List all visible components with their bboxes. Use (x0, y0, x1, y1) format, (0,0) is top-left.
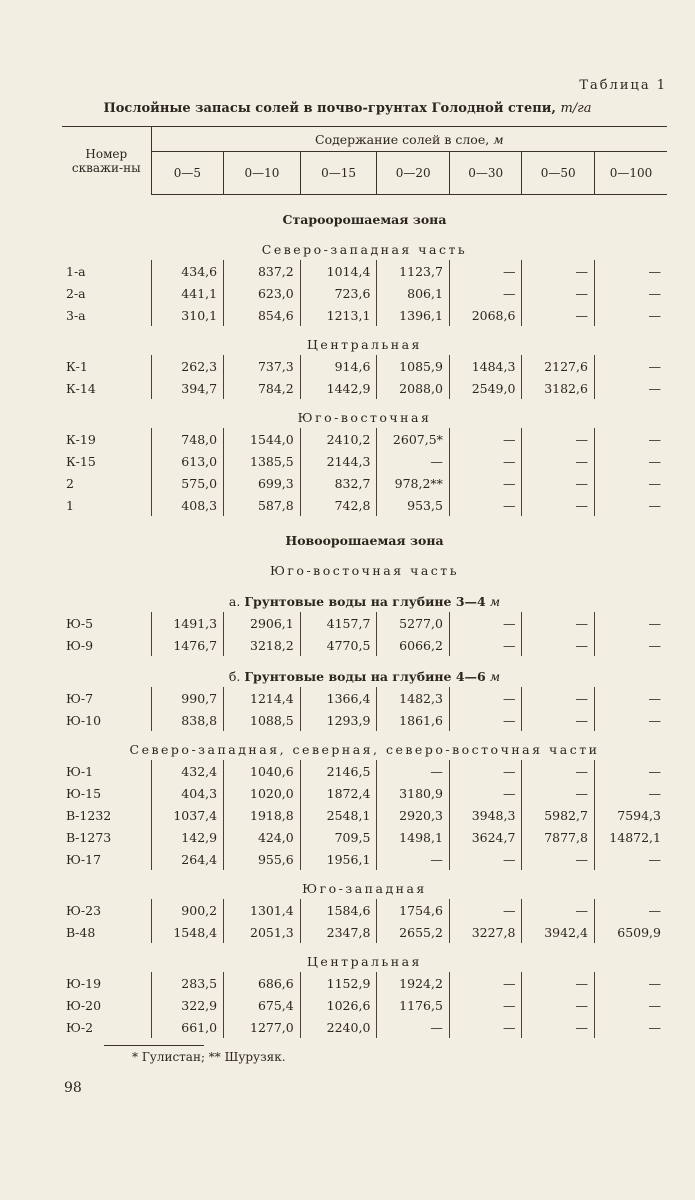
salt-value-cell: 2088,0 (377, 377, 450, 399)
salt-value-cell: — (449, 494, 522, 516)
subzone-heading-row (62, 231, 667, 260)
table-row (62, 282, 667, 304)
salt-value-cell: — (594, 709, 667, 731)
table-row (62, 899, 667, 921)
well-number-cell: Ю-7 (66, 690, 94, 706)
salt-value-cell: 322,9 (151, 994, 224, 1016)
salt-value-cell: — (594, 994, 667, 1016)
salt-value-cell: 1544,0 (224, 428, 301, 450)
groundwater-heading (62, 581, 667, 612)
zone-heading-row (62, 516, 667, 552)
salt-value-cell: 1861,6 (377, 709, 450, 731)
salt-value-cell: 623,0 (224, 282, 301, 304)
salt-value-cell: 2144,3 (300, 450, 377, 472)
subzone-heading-row (62, 731, 667, 760)
salt-value-cell: 900,2 (151, 899, 224, 921)
salt-value-cell: 2655,2 (377, 921, 450, 943)
salt-value-cell: — (522, 1016, 595, 1038)
salt-reserves-table (62, 126, 667, 1038)
table-row (62, 921, 667, 943)
salt-value-cell: — (449, 260, 522, 282)
well-number-cell: Ю-9 (66, 637, 94, 653)
salt-value-cell: 7877,8 (522, 826, 595, 848)
salt-value-cell: — (594, 612, 667, 634)
subzone-heading: Юго-восточная (297, 410, 432, 425)
salt-value-cell: 748,0 (151, 428, 224, 450)
salt-value-cell: 3942,4 (522, 921, 595, 943)
salt-value-cell: 3948,3 (449, 804, 522, 826)
salt-value-cell: — (377, 1016, 450, 1038)
salt-value-cell: 3227,8 (449, 921, 522, 943)
well-number-cell: К-14 (66, 380, 96, 396)
table-row (62, 494, 667, 516)
salt-value-cell: 1754,6 (377, 899, 450, 921)
salt-value-cell: 1385,5 (224, 450, 301, 472)
table-row (62, 428, 667, 450)
salt-value-cell: — (449, 709, 522, 731)
salt-value-cell: 441,1 (151, 282, 224, 304)
salt-value-cell: 2410,2 (300, 428, 377, 450)
well-number-cell: Ю-20 (66, 997, 102, 1013)
salt-value-cell: 723,6 (300, 282, 377, 304)
well-number-cell: Ю-19 (66, 975, 102, 991)
subzone-heading-row (62, 870, 667, 899)
table-row (62, 304, 667, 326)
salt-value-cell: 709,5 (300, 826, 377, 848)
salt-value-cell: 2549,0 (449, 377, 522, 399)
salt-value-cell: 3182,6 (522, 377, 595, 399)
salt-value-cell: 2051,3 (224, 921, 301, 943)
salt-value-cell: 1476,7 (151, 634, 224, 656)
salt-value-cell: — (449, 848, 522, 870)
salt-value-cell: 978,2** (377, 472, 450, 494)
salt-value-cell: — (594, 687, 667, 709)
groundwater-heading-row (62, 581, 667, 612)
salt-value-cell: — (377, 450, 450, 472)
well-number-cell: Ю-17 (66, 851, 102, 867)
salt-value-cell: 3624,7 (449, 826, 522, 848)
salt-value-cell: 5277,0 (377, 612, 450, 634)
salt-value-cell: 1396,1 (377, 304, 450, 326)
groundwater-heading (62, 656, 667, 687)
groundwater-heading-prefix: б. (228, 669, 241, 684)
salt-value-cell: 854,6 (224, 304, 301, 326)
well-number-cell: К-15 (66, 453, 96, 469)
salt-value-cell: — (594, 972, 667, 994)
salt-value-cell: — (449, 687, 522, 709)
well-number-cell: 2 (66, 475, 74, 491)
layer-header: 0—30 (449, 152, 522, 195)
salt-value-cell: 742,8 (300, 494, 377, 516)
table-row (62, 826, 667, 848)
salt-value-cell: — (377, 848, 450, 870)
content-group-text: Содержание солей в слое, (315, 131, 490, 147)
salt-value-cell: 784,2 (224, 377, 301, 399)
salt-value-cell: 2607,5* (377, 428, 450, 450)
footnote-rule (104, 1045, 204, 1046)
salt-value-cell: 3180,9 (377, 782, 450, 804)
well-number-cell: Ю-23 (66, 902, 102, 918)
table-body (62, 195, 667, 1039)
salt-value-cell: — (522, 782, 595, 804)
layer-header: 0—50 (522, 152, 595, 195)
salt-value-cell: — (594, 260, 667, 282)
salt-value-cell: — (594, 760, 667, 782)
salt-value-cell: — (594, 355, 667, 377)
well-number-cell: 2-а (66, 285, 86, 301)
salt-value-cell: 1176,5 (377, 994, 450, 1016)
salt-value-cell: 142,9 (151, 826, 224, 848)
salt-value-cell: 1924,2 (377, 972, 450, 994)
salt-value-cell: — (449, 899, 522, 921)
well-number-cell: Ю-1 (66, 763, 94, 779)
salt-value-cell: — (522, 282, 595, 304)
groundwater-heading-unit: м (489, 669, 501, 684)
salt-value-cell: 2906,1 (224, 612, 301, 634)
subzone-heading-row (62, 399, 667, 428)
table-row (62, 782, 667, 804)
salt-value-cell: 675,4 (224, 994, 301, 1016)
salt-value-cell: 837,2 (224, 260, 301, 282)
salt-value-cell: 2347,8 (300, 921, 377, 943)
salt-value-cell: 953,5 (377, 494, 450, 516)
well-number-header: Номер скважи-ны (62, 127, 151, 195)
subzone-heading: Северо-западная часть (261, 242, 468, 257)
well-number-cell: 3-а (66, 307, 86, 323)
well-number-cell: Ю-5 (66, 615, 94, 631)
salt-value-cell: 5982,7 (522, 804, 595, 826)
well-number-cell: К-1 (66, 358, 88, 374)
salt-value-cell: 1213,1 (300, 304, 377, 326)
well-number-cell: Ю-10 (66, 712, 102, 728)
well-number-cell: Ю-15 (66, 785, 102, 801)
table-row (62, 377, 667, 399)
salt-value-cell: — (449, 760, 522, 782)
table-row (62, 760, 667, 782)
table-title (40, 101, 655, 116)
table-title-unit: т/га (560, 101, 592, 116)
salt-value-cell: 1366,4 (300, 687, 377, 709)
salt-value-cell: — (449, 450, 522, 472)
layer-header: 0—5 (151, 152, 224, 195)
salt-value-cell: 408,3 (151, 494, 224, 516)
salt-value-cell: — (522, 899, 595, 921)
groundwater-heading-unit: м (489, 594, 501, 609)
salt-value-cell: 1014,4 (300, 260, 377, 282)
salt-value-cell: 4770,5 (300, 634, 377, 656)
table-row (62, 472, 667, 494)
salt-value-cell: 1301,4 (224, 899, 301, 921)
salt-value-cell: 283,5 (151, 972, 224, 994)
salt-value-cell: — (522, 450, 595, 472)
salt-value-cell: 1548,4 (151, 921, 224, 943)
salt-value-cell: — (522, 994, 595, 1016)
subzone-heading: Юго-западная (302, 881, 427, 896)
salt-value-cell: — (522, 972, 595, 994)
salt-value-cell: — (449, 994, 522, 1016)
table-row (62, 1016, 667, 1038)
salt-value-cell: 1277,0 (224, 1016, 301, 1038)
table-row (62, 260, 667, 282)
zone-heading: Новоорошаемая зона (285, 533, 444, 548)
salt-value-cell: — (594, 377, 667, 399)
table-number: Таблица 1 (579, 78, 667, 93)
groundwater-heading-prefix: а. (228, 594, 241, 609)
salt-value-cell: — (522, 494, 595, 516)
salt-value-cell: 14872,1 (594, 826, 667, 848)
salt-value-cell: 587,8 (224, 494, 301, 516)
salt-value-cell: 394,7 (151, 377, 224, 399)
groundwater-heading-text: Грунтовые воды на глубине 3—4 (244, 594, 486, 609)
well-number-cell: К-19 (66, 431, 96, 447)
well-number-cell: 1 (66, 497, 74, 513)
salt-value-cell: 686,6 (224, 972, 301, 994)
salt-value-cell: — (449, 634, 522, 656)
layer-header: 0—10 (224, 152, 301, 195)
salt-value-cell: — (522, 634, 595, 656)
subzone-heading-row (62, 326, 667, 355)
layer-header: 0—100 (594, 152, 667, 195)
salt-value-cell: — (449, 472, 522, 494)
subzone-heading: Центральная (307, 337, 422, 352)
salt-value-cell: — (522, 709, 595, 731)
salt-value-cell: 737,3 (224, 355, 301, 377)
salt-value-cell: 838,8 (151, 709, 224, 731)
salt-value-cell: 661,0 (151, 1016, 224, 1038)
salt-value-cell: — (522, 760, 595, 782)
table-row (62, 804, 667, 826)
salt-value-cell: — (449, 782, 522, 804)
salt-value-cell: — (522, 428, 595, 450)
salt-value-cell: 6509,9 (594, 921, 667, 943)
groundwater-heading-row (62, 656, 667, 687)
salt-value-cell: 434,6 (151, 260, 224, 282)
salt-value-cell: 1484,3 (449, 355, 522, 377)
salt-value-cell: — (594, 428, 667, 450)
content-group-header (151, 127, 667, 152)
salt-value-cell: 1498,1 (377, 826, 450, 848)
table-row (62, 972, 667, 994)
salt-value-cell: — (522, 612, 595, 634)
salt-value-cell: 2240,0 (300, 1016, 377, 1038)
salt-value-cell: — (594, 450, 667, 472)
salt-value-cell: — (522, 687, 595, 709)
salt-value-cell: 2146,5 (300, 760, 377, 782)
salt-value-cell: — (449, 612, 522, 634)
salt-value-cell: 1293,9 (300, 709, 377, 731)
salt-value-cell: 4157,7 (300, 612, 377, 634)
table-row (62, 612, 667, 634)
subzone-heading-row (62, 552, 667, 581)
salt-value-cell: — (594, 1016, 667, 1038)
content-group-unit: м (493, 131, 504, 147)
well-number-cell: 1-а (66, 263, 86, 279)
salt-value-cell: 1214,4 (224, 687, 301, 709)
salt-value-cell: 1020,0 (224, 782, 301, 804)
table-row (62, 687, 667, 709)
salt-value-cell: — (594, 782, 667, 804)
salt-value-cell: 432,4 (151, 760, 224, 782)
salt-value-cell: 1491,3 (151, 612, 224, 634)
footnote: * Гулистан; ** Шурузяк. (132, 1050, 286, 1064)
salt-value-cell: 955,6 (224, 848, 301, 870)
salt-value-cell: — (594, 899, 667, 921)
well-number-cell: В-1273 (66, 829, 112, 845)
table-row (62, 994, 667, 1016)
salt-value-cell: 1956,1 (300, 848, 377, 870)
groundwater-heading-text: Грунтовые воды на глубине 4—6 (244, 669, 486, 684)
subzone-heading-row (62, 943, 667, 972)
salt-value-cell: 264,4 (151, 848, 224, 870)
salt-value-cell: 1584,6 (300, 899, 377, 921)
zone-heading: Староорошаемая зона (282, 212, 447, 227)
table-row (62, 634, 667, 656)
salt-value-cell: 262,3 (151, 355, 224, 377)
zone-heading-row (62, 195, 667, 232)
salt-value-cell: 1872,4 (300, 782, 377, 804)
table-row (62, 355, 667, 377)
salt-value-cell: 575,0 (151, 472, 224, 494)
salt-value-cell: — (594, 282, 667, 304)
salt-value-cell: — (449, 428, 522, 450)
table-title-text: Послойные запасы солей в почво-грунтах Голодной степи, (103, 101, 556, 116)
salt-value-cell: 1123,7 (377, 260, 450, 282)
salt-value-cell: 1040,6 (224, 760, 301, 782)
salt-value-cell: — (522, 472, 595, 494)
salt-value-cell: 1037,4 (151, 804, 224, 826)
salt-value-cell: — (449, 1016, 522, 1038)
salt-value-cell: — (594, 304, 667, 326)
salt-value-cell: 699,3 (224, 472, 301, 494)
salt-value-cell: 2127,6 (522, 355, 595, 377)
table-row (62, 709, 667, 731)
salt-value-cell: — (594, 848, 667, 870)
salt-value-cell: 2920,3 (377, 804, 450, 826)
layer-header: 0—15 (300, 152, 377, 195)
subzone-heading: Центральная (307, 954, 422, 969)
salt-value-cell: — (594, 472, 667, 494)
salt-value-cell: — (449, 972, 522, 994)
salt-value-cell: — (594, 634, 667, 656)
salt-value-cell: — (522, 304, 595, 326)
salt-value-cell: 424,0 (224, 826, 301, 848)
salt-value-cell: 1482,3 (377, 687, 450, 709)
salt-value-cell: 1088,5 (224, 709, 301, 731)
well-number-cell: В-48 (66, 924, 96, 940)
salt-value-cell: 1152,9 (300, 972, 377, 994)
table-row (62, 848, 667, 870)
salt-value-cell: 2548,1 (300, 804, 377, 826)
salt-value-cell: 1026,6 (300, 994, 377, 1016)
salt-value-cell: 613,0 (151, 450, 224, 472)
salt-value-cell: 7594,3 (594, 804, 667, 826)
table-row (62, 450, 667, 472)
salt-value-cell: — (377, 760, 450, 782)
salt-value-cell: 310,1 (151, 304, 224, 326)
salt-value-cell: 2068,6 (449, 304, 522, 326)
salt-value-cell: 3218,2 (224, 634, 301, 656)
salt-value-cell: 1442,9 (300, 377, 377, 399)
subzone-heading: Юго-восточная часть (269, 563, 460, 578)
salt-value-cell: 6066,2 (377, 634, 450, 656)
salt-value-cell: 806,1 (377, 282, 450, 304)
salt-value-cell: 990,7 (151, 687, 224, 709)
salt-value-cell: — (594, 494, 667, 516)
layer-header: 0—20 (377, 152, 450, 195)
well-number-cell: В-1232 (66, 807, 112, 823)
salt-value-cell: 404,3 (151, 782, 224, 804)
subzone-heading: Северо-западная, северная, северо-восточная части (129, 742, 600, 757)
salt-value-cell: 1918,8 (224, 804, 301, 826)
well-number-cell: Ю-2 (66, 1019, 94, 1035)
page-number: 98 (64, 1080, 82, 1096)
salt-value-cell: — (522, 260, 595, 282)
salt-value-cell: 1085,9 (377, 355, 450, 377)
salt-value-cell: 832,7 (300, 472, 377, 494)
salt-value-cell: — (522, 848, 595, 870)
salt-value-cell: 914,6 (300, 355, 377, 377)
salt-value-cell: — (449, 282, 522, 304)
